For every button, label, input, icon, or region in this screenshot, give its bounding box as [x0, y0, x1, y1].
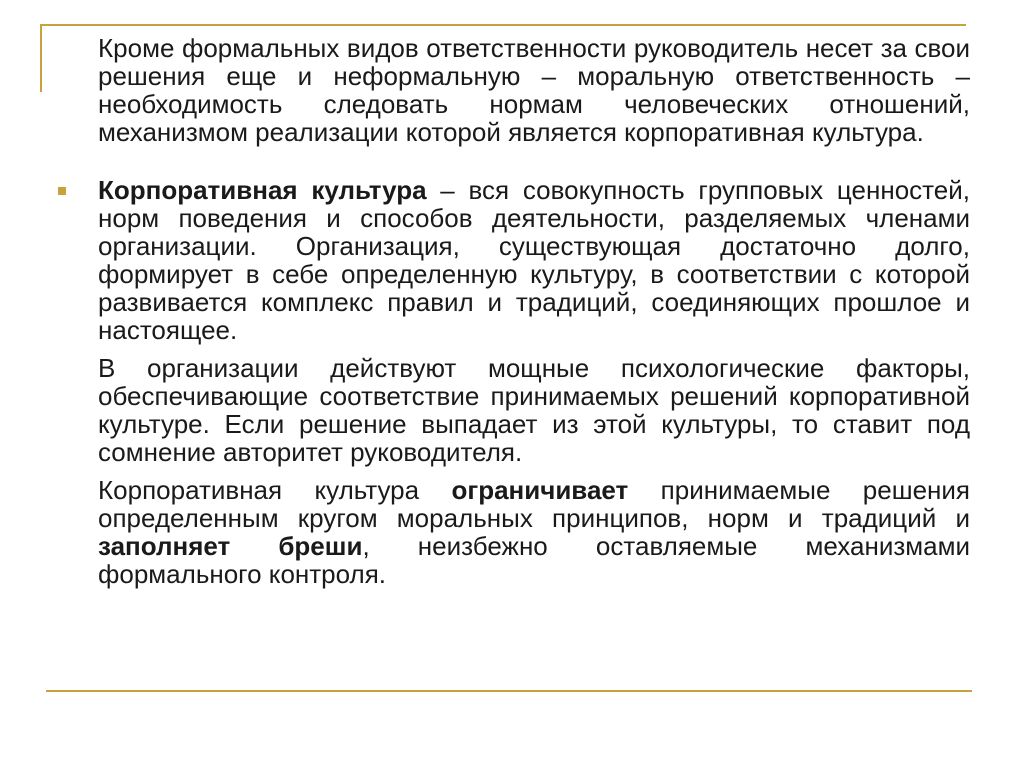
square-bullet-icon [58, 187, 66, 195]
bold-limits: ограничивает [451, 475, 629, 505]
bottom-border-line [46, 690, 972, 692]
slide-content [98, 34, 970, 588]
paragraph-culture-limits [98, 476, 970, 588]
term-corporate-culture: Корпоративная культура [98, 175, 427, 205]
text-part-3: , неизбежно оставляемые механизмами формального контроля. [98, 531, 970, 589]
top-border-line [40, 24, 966, 26]
left-border-line [40, 24, 42, 92]
paragraph-corporate-culture-definition [98, 176, 970, 344]
text-part-2: принимаемые решения определенным кругом моральных принципов, норм и традиций и [98, 475, 970, 533]
paragraph-psychological-factors: В организации действуют мощные психологические факторы, обеспечивающие соответствие принимаемых решений корпоративной культуре. Если решение выпадает из этой культуры, то ставит под сомнение авторитет руководителя. [98, 353, 970, 467]
bold-fills-gaps: заполняет бреши [98, 531, 363, 561]
paragraph-moral-responsibility: Кроме формальных видов ответственности руководитель несет за свои решения еще и неформальную – моральную ответственность – необходимость следовать нормам человеческих отношений, механизмом реализации которой является корпоративная культура. [98, 33, 970, 147]
definition-text: – вся совокупность групповых ценностей, норм поведения и способов деятельности, разделяемых членами организации. Организация, существующая достаточно долго, формирует в себе определенную культуру, в соответствии с которой развивается комплекс правил и традиций, соединяющих прошлое и настоящее. [98, 175, 970, 345]
text-part-1: Корпоративная культура [98, 475, 452, 505]
